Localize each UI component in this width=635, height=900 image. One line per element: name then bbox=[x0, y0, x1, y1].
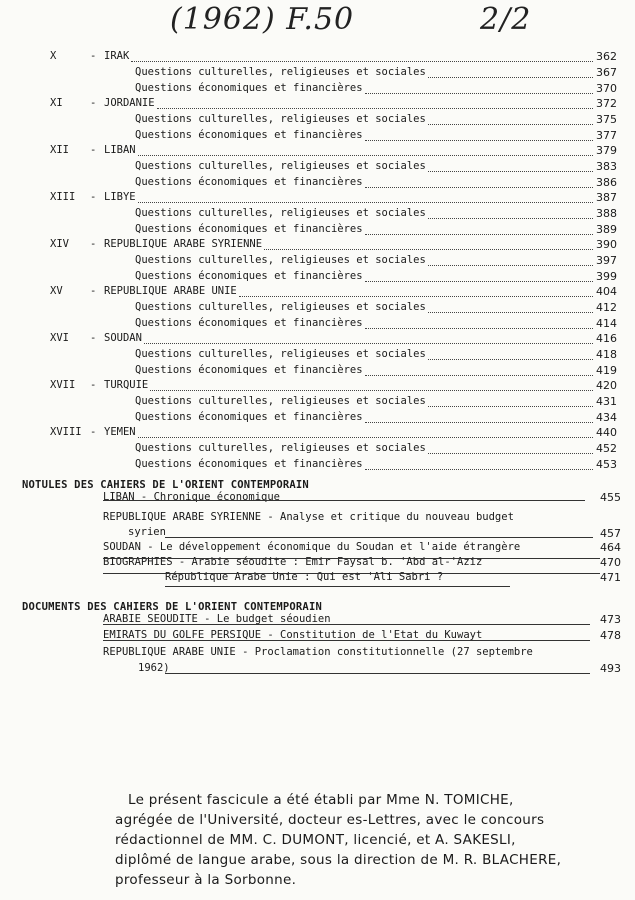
topic-label: Questions culturelles, religieuses et sociales bbox=[135, 207, 426, 219]
dot-leader bbox=[428, 265, 593, 266]
page-number: 419 bbox=[596, 363, 617, 377]
roman-numeral: XIII bbox=[50, 191, 76, 203]
page-number: 362 bbox=[596, 50, 617, 63]
underline-rule bbox=[165, 673, 590, 674]
page-number: 383 bbox=[596, 160, 617, 173]
dash-separator: - bbox=[90, 332, 97, 344]
page-number: 416 bbox=[596, 332, 617, 345]
country-row bbox=[0, 332, 635, 348]
country-row bbox=[0, 379, 635, 395]
page-number: 440 bbox=[596, 426, 617, 439]
page-number: 412 bbox=[596, 301, 617, 314]
dash-separator: - bbox=[90, 238, 97, 250]
topic-label: Questions culturelles, religieuses et sociales bbox=[135, 348, 426, 360]
dot-leader bbox=[157, 108, 593, 109]
country-row bbox=[0, 426, 635, 442]
document-entry-continuation: 1962) bbox=[138, 662, 170, 674]
page-number: 452 bbox=[596, 442, 617, 455]
topic-label: Questions culturelles, religieuses et sociales bbox=[135, 160, 426, 172]
dot-leader bbox=[365, 93, 593, 94]
dot-leader bbox=[365, 234, 593, 235]
page-number: 414 bbox=[596, 316, 617, 330]
dot-leader bbox=[428, 77, 593, 78]
country-name: IRAK bbox=[104, 50, 130, 62]
topic-label: Questions économiques et financières bbox=[135, 457, 363, 470]
dash-separator: - bbox=[90, 144, 97, 156]
country-name: REPUBLIQUE ARABE UNIE bbox=[104, 285, 237, 297]
underline-rule bbox=[103, 573, 600, 574]
page-number: 464 bbox=[600, 541, 621, 554]
topic-row bbox=[0, 66, 635, 82]
dot-leader bbox=[365, 469, 593, 470]
dot-leader bbox=[365, 140, 593, 141]
dash-separator: - bbox=[90, 191, 97, 203]
country-name: REPUBLIQUE ARABE SYRIENNE bbox=[104, 238, 263, 250]
roman-numeral: XI bbox=[50, 97, 63, 109]
country-name: SOUDAN bbox=[104, 332, 142, 344]
topic-label: Questions culturelles, religieuses et sociales bbox=[135, 254, 426, 266]
topic-row bbox=[0, 270, 635, 286]
dash-separator: - bbox=[90, 285, 97, 297]
page-number: 389 bbox=[596, 222, 617, 236]
credits-line: Le présent fascicule a été établi par Mme N. TOMICHE, bbox=[128, 792, 514, 808]
dot-leader bbox=[428, 312, 593, 313]
page-number: 420 bbox=[596, 379, 617, 392]
topic-row bbox=[0, 129, 635, 145]
credits-line: rédactionnel de MM. C. DUMONT, licencié, et A. SAKESLI, bbox=[115, 832, 516, 848]
roman-numeral: XV bbox=[50, 285, 63, 297]
dot-leader bbox=[131, 61, 593, 62]
topic-label: Questions culturelles, religieuses et sociales bbox=[135, 301, 426, 313]
dot-leader bbox=[150, 390, 593, 391]
topic-row bbox=[0, 348, 635, 364]
page-number: 390 bbox=[596, 238, 617, 251]
topic-label: Questions économiques et financières bbox=[135, 175, 363, 188]
page-number: 377 bbox=[596, 128, 617, 142]
page-number: 453 bbox=[596, 457, 617, 471]
credits-line: professeur à la Sorbonne. bbox=[115, 872, 297, 888]
dot-leader bbox=[138, 437, 593, 438]
dot-leader bbox=[365, 187, 593, 188]
topic-row bbox=[0, 254, 635, 270]
dot-leader bbox=[428, 124, 593, 125]
document-entry: EMIRATS DU GOLFE PERSIQUE - Constitution de l'Etat du Kuwayt bbox=[103, 629, 483, 641]
page-number: 386 bbox=[596, 175, 617, 189]
notule-entry: REPUBLIQUE ARABE SYRIENNE - Analyse et critique du nouveau budget bbox=[103, 511, 514, 523]
page-number: 434 bbox=[596, 410, 617, 424]
roman-numeral: XVII bbox=[50, 379, 76, 391]
country-row bbox=[0, 144, 635, 160]
dot-leader bbox=[428, 359, 593, 360]
topic-label: Questions économiques et financières bbox=[135, 81, 363, 94]
page-number: 471 bbox=[600, 571, 621, 584]
page-number: 397 bbox=[596, 254, 617, 267]
underline-rule bbox=[103, 500, 585, 501]
document-entry: ARABIE SEOUDITE - Le budget séoudien bbox=[103, 613, 331, 625]
dot-leader bbox=[428, 171, 593, 172]
page-number: 399 bbox=[596, 269, 617, 283]
underline-rule bbox=[165, 537, 593, 538]
topic-label: Questions économiques et financières bbox=[135, 269, 363, 282]
dot-leader bbox=[365, 281, 593, 282]
roman-numeral: XIV bbox=[50, 238, 69, 250]
country-row bbox=[0, 238, 635, 254]
topic-label: Questions économiques et financières bbox=[135, 128, 363, 141]
roman-numeral: XVIII bbox=[50, 426, 82, 438]
page-number: 478 bbox=[600, 629, 621, 642]
handwritten-code: (1962) F.50 bbox=[170, 2, 355, 37]
underline-rule bbox=[103, 558, 600, 559]
credits-line: diplômé de langue arabe, sous la direction de M. R. BLACHERE, bbox=[115, 852, 562, 868]
page-number: 470 bbox=[600, 556, 621, 569]
dot-leader bbox=[239, 296, 593, 297]
page-number: 455 bbox=[600, 491, 621, 504]
notule-entry: République Arabe Unie : Qui est 'Ali Sabri ? bbox=[165, 571, 444, 583]
topic-row bbox=[0, 223, 635, 239]
notule-entry-continuation: syrien bbox=[128, 526, 166, 538]
dot-leader bbox=[264, 249, 593, 250]
country-name: LIBYE bbox=[104, 191, 136, 203]
topic-label: Questions culturelles, religieuses et sociales bbox=[135, 395, 426, 407]
topic-label: Questions culturelles, religieuses et sociales bbox=[135, 442, 426, 454]
dot-leader bbox=[428, 453, 593, 454]
dash-separator: - bbox=[90, 50, 97, 62]
page-number: 387 bbox=[596, 191, 617, 204]
handwritten-part: 2/2 bbox=[480, 2, 532, 37]
country-name: YEMEN bbox=[104, 426, 136, 438]
topic-row bbox=[0, 411, 635, 427]
underline-rule bbox=[165, 586, 510, 587]
topic-row bbox=[0, 207, 635, 223]
dot-leader bbox=[365, 422, 593, 423]
documents-heading: DOCUMENTS DES CAHIERS DE L'ORIENT CONTEMPORAIN bbox=[22, 601, 322, 613]
country-name: TURQUIE bbox=[104, 379, 149, 391]
dot-leader bbox=[144, 343, 593, 344]
page-number: 370 bbox=[596, 81, 617, 95]
page-number: 473 bbox=[600, 613, 621, 626]
roman-numeral: X bbox=[50, 50, 57, 62]
document-entry: REPUBLIQUE ARABE UNIE - Proclamation constitutionnelle (27 septembre bbox=[103, 646, 533, 658]
notule-entry: SOUDAN - Le développement économique du Soudan et l'aide étrangère bbox=[103, 541, 521, 553]
credits-line: agrégée de l'Université, docteur es-Lettres, avec le concours bbox=[115, 812, 545, 828]
country-row bbox=[0, 285, 635, 301]
topic-label: Questions économiques et financières bbox=[135, 316, 363, 329]
country-row bbox=[0, 191, 635, 207]
dash-separator: - bbox=[90, 426, 97, 438]
country-row bbox=[0, 97, 635, 113]
topic-row bbox=[0, 160, 635, 176]
dot-leader bbox=[365, 375, 593, 376]
country-name: JORDANIE bbox=[104, 97, 155, 109]
dot-leader bbox=[428, 406, 593, 407]
dot-leader bbox=[365, 328, 593, 329]
topic-row bbox=[0, 364, 635, 380]
page-number: 367 bbox=[596, 66, 617, 79]
topic-row bbox=[0, 113, 635, 129]
topic-row bbox=[0, 301, 635, 317]
topic-row bbox=[0, 176, 635, 192]
topic-label: Questions économiques et financières bbox=[135, 222, 363, 235]
topic-label: Questions économiques et financières bbox=[135, 363, 363, 376]
notules-heading: NOTULES DES CAHIERS DE L'ORIENT CONTEMPORAIN bbox=[22, 479, 309, 491]
topic-label: Questions économiques et financières bbox=[135, 410, 363, 423]
dash-separator: - bbox=[90, 97, 97, 109]
underline-rule bbox=[103, 624, 590, 625]
page-number: 379 bbox=[596, 144, 617, 157]
roman-numeral: XVI bbox=[50, 332, 69, 344]
dot-leader bbox=[428, 218, 593, 219]
country-row bbox=[0, 50, 635, 66]
topic-label: Questions culturelles, religieuses et sociales bbox=[135, 66, 426, 78]
page-number: 418 bbox=[596, 348, 617, 361]
page-number: 388 bbox=[596, 207, 617, 220]
page-number: 457 bbox=[600, 527, 621, 540]
page-number: 372 bbox=[596, 97, 617, 110]
dot-leader bbox=[138, 155, 593, 156]
page-number: 375 bbox=[596, 113, 617, 126]
topic-row bbox=[0, 395, 635, 411]
country-name: LIBAN bbox=[104, 144, 136, 156]
topic-row bbox=[0, 317, 635, 333]
page-number: 431 bbox=[596, 395, 617, 408]
notule-entry: BIOGRAPHIES - Arabie séoudite : Emir Faysal b. 'Abd al-'Aziz bbox=[103, 556, 483, 568]
page-number: 404 bbox=[596, 285, 617, 298]
underline-rule bbox=[103, 640, 590, 641]
topic-row bbox=[0, 442, 635, 458]
topic-row bbox=[0, 458, 635, 474]
topic-row bbox=[0, 82, 635, 98]
roman-numeral: XII bbox=[50, 144, 69, 156]
topic-label: Questions culturelles, religieuses et sociales bbox=[135, 113, 426, 125]
dash-separator: - bbox=[90, 379, 97, 391]
page-number: 493 bbox=[600, 662, 621, 675]
notule-entry: LIBAN - Chronique économique bbox=[103, 491, 281, 503]
dot-leader bbox=[138, 202, 593, 203]
